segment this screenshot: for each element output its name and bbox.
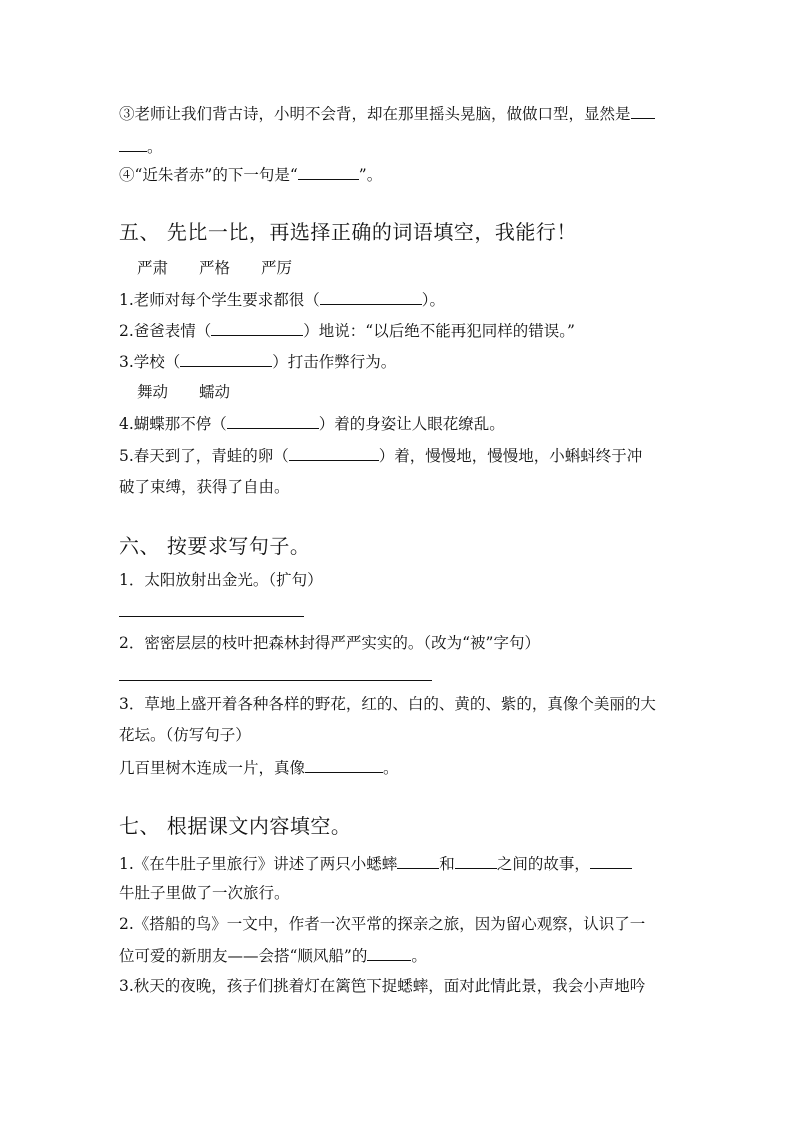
question-7-2-cont	[119, 945, 427, 966]
section-6-title: 六、 按要求写句子。	[119, 534, 311, 558]
question-4-4	[119, 164, 382, 185]
question-6-3-cont: 花坛。（仿写句子）	[119, 726, 251, 744]
answer-blank[interactable]	[180, 351, 272, 367]
question-6-3-imitate	[119, 757, 399, 778]
question-4-3-line1	[119, 103, 655, 124]
question-5-2	[119, 320, 575, 341]
text: 2.爸爸表情（	[119, 322, 212, 340]
word-options-2: 舞动 蠕动	[137, 383, 231, 401]
text: ）着的身姿让人眼花缭乱。	[318, 415, 505, 433]
text: 。	[383, 759, 399, 777]
question-5-4	[119, 413, 505, 434]
question-5-5-cont: 破了束缚，获得了自由。	[119, 478, 290, 496]
text: ④“近朱者赤”的下一句是“	[119, 166, 298, 184]
text: ）。	[421, 291, 446, 309]
text: ）地说：“以后绝不能再犯同样的错误。”	[303, 322, 575, 340]
text: 5.春天到了，青蛙的卵（	[119, 447, 289, 465]
text: ）打击作弊行为。	[272, 353, 397, 371]
text: 。	[147, 138, 163, 156]
answer-blank[interactable]	[631, 103, 655, 119]
answer-line[interactable]	[119, 616, 304, 617]
question-7-1-cont: 牛肚子里做了一次旅行。	[119, 884, 290, 902]
section-7-title: 七、 根据课文内容填空。	[119, 814, 352, 838]
text: 位可爱的新朋友——会搭“顺风船”的	[119, 947, 368, 965]
question-5-3	[119, 351, 396, 372]
answer-blank[interactable]	[289, 445, 379, 461]
answer-line[interactable]	[119, 680, 432, 681]
answer-blank[interactable]	[397, 853, 439, 869]
answer-blank[interactable]	[367, 945, 411, 961]
text: 3.学校（	[119, 353, 181, 371]
text: 4.蝴蝶那不停（	[119, 415, 227, 433]
text: 几百里树木连成一片，真像	[119, 759, 306, 777]
text: 和	[439, 855, 455, 873]
text: ）着，慢慢地，慢慢地，小蝌蚪终于冲	[378, 447, 643, 465]
question-5-5	[119, 445, 642, 466]
word-options-1: 严肃 严格 严厉	[137, 259, 293, 277]
answer-blank[interactable]	[211, 320, 303, 336]
text: ③老师让我们背古诗，小明不会背，却在那里摇头晃脑，做做口型，显然是	[119, 105, 631, 123]
question-4-3-line2	[119, 136, 163, 157]
question-6-1: 1．太阳放射出金光。（扩句）	[119, 571, 323, 589]
answer-blank[interactable]	[298, 164, 359, 180]
text: 1.《在牛肚子里旅行》讲述了两只小蟋蟀	[119, 855, 398, 873]
text: 。	[411, 947, 427, 965]
question-6-3: 3．草地上盛开着各种各样的野花，红的、白的、黄的、紫的，真像个美丽的大	[119, 695, 656, 713]
question-7-3: 3.秋天的夜晚，孩子们挑着灯在篱笆下捉蟋蟀，面对此情此景，我会小声地吟	[119, 977, 646, 995]
answer-blank[interactable]	[305, 757, 383, 773]
answer-blank[interactable]	[119, 136, 147, 152]
text: 之间的故事，	[496, 855, 590, 873]
answer-blank[interactable]	[320, 289, 422, 305]
question-5-1	[119, 289, 445, 310]
answer-blank[interactable]	[455, 853, 497, 869]
text: ”。	[358, 166, 383, 184]
text: 1.老师对每个学生要求都很（	[119, 291, 320, 309]
answer-blank[interactable]	[227, 413, 319, 429]
question-7-1	[119, 853, 632, 874]
question-7-2: 2.《搭船的鸟》一文中，作者一次平常的探亲之旅，因为留心观察，认识了一	[119, 915, 646, 933]
question-6-2: 2．密密层层的枝叶把森林封得严严实实的。（改为“被”字句）	[119, 634, 540, 652]
answer-blank[interactable]	[590, 853, 632, 869]
section-5-title: 五、 先比一比，再选择正确的词语填空，我能行！	[119, 220, 577, 244]
